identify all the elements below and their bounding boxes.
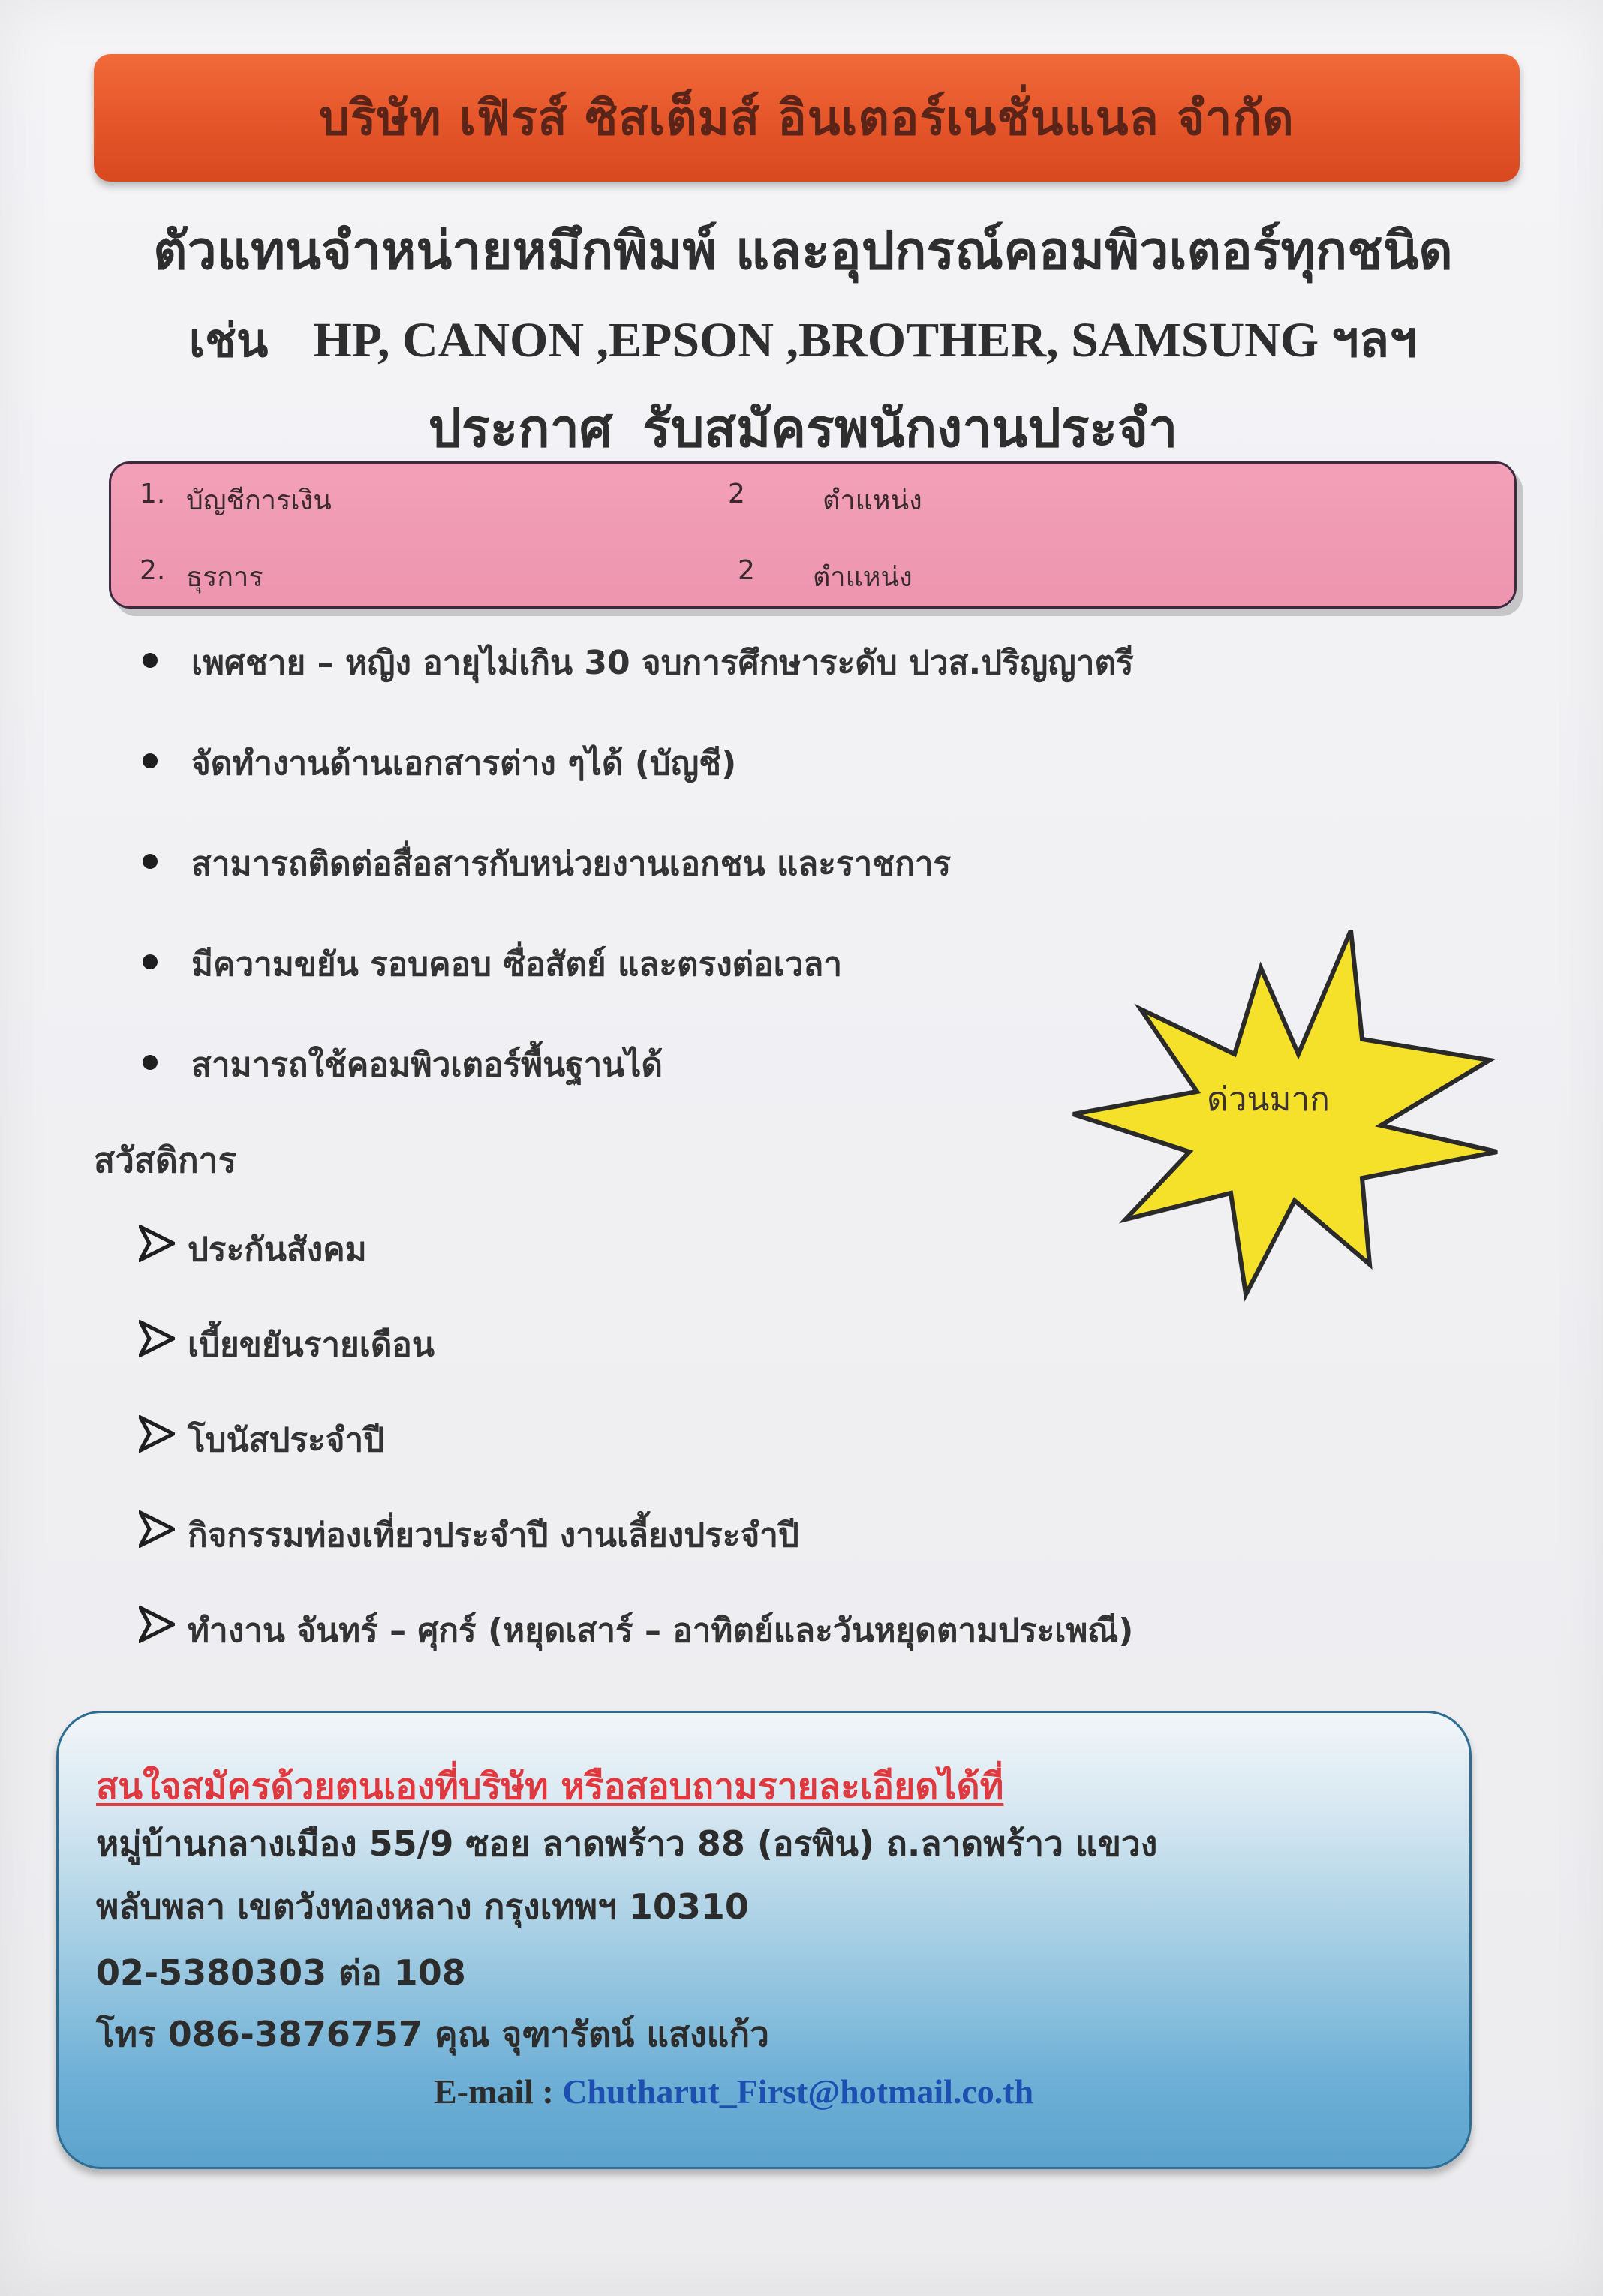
welfare-item (139, 1509, 1133, 1604)
position-count: 2 (738, 555, 755, 586)
announcement-word: ประกาศ (428, 398, 613, 459)
address-line-1: หมู่บ้านกลางเมือง 55/9 ซอย ลาดพร้าว 88 (อรพิน) ถ.ลาดพร้าว แขวง (96, 1823, 1158, 1864)
requirement-text: สามารถติดต่อสื่อสารกับหน่วยงานเอกชน และราชการ (191, 845, 952, 883)
arrowhead-icon (139, 1606, 175, 1643)
bullet-icon (143, 653, 158, 668)
requirement-text: สามารถใช้คอมพิวเตอร์พื้นฐานได้ (191, 1046, 663, 1084)
bullet-icon (143, 954, 158, 969)
email-link[interactable]: Chutharut_First@hotmail.co.th (562, 2072, 1034, 2111)
arrowhead-icon (139, 1415, 175, 1453)
bullet-icon (143, 1055, 158, 1070)
arrowhead-icon (139, 1510, 175, 1548)
welfare-item (139, 1223, 1133, 1318)
welfare-heading: สวัสดิการ (94, 1140, 237, 1180)
position-row (111, 555, 1514, 600)
requirement-text: จัดทำงานด้านเอกสารต่าง ๆได้ (บัญชี) (191, 744, 737, 783)
welfare-text: กิจกรรมท่องเที่ยวประจำปี งานเลี้ยงประจำปี (188, 1516, 799, 1555)
welfare-item (139, 1414, 1133, 1509)
positions-box (109, 461, 1517, 609)
business-description: ตัวแทนจำหน่ายหมึกพิมพ์ และอุปกรณ์คอมพิวเตอร์ทุกชนิด (153, 220, 1453, 281)
bullet-icon (143, 753, 158, 768)
requirement-text: เพศชาย – หญิง อายุไม่เกิน 30 จบการศึกษาระดับ ปวส.ปริญญาตรี (191, 644, 1134, 682)
welfare-text: เบี้ยขยันรายเดือน (188, 1326, 435, 1364)
welfare-item (139, 1318, 1133, 1414)
requirement-item (139, 938, 1134, 1038)
position-unit: ตำแหน่ง (813, 562, 913, 593)
brand-list-line (75, 300, 1531, 379)
position-number: 2. (140, 555, 166, 586)
address-line-2: พลับพลา เขตวังทองหลาง กรุงเทพฯ 10310 (96, 1886, 749, 1927)
position-count: 2 (728, 479, 745, 509)
welfare-list (139, 1223, 1133, 1699)
requirement-item (139, 636, 1134, 737)
arrowhead-icon (139, 1320, 175, 1357)
requirement-item (139, 837, 1134, 938)
recruiting-text: รับสมัครพนักงานประจำ (642, 398, 1178, 459)
position-row (111, 479, 1514, 524)
announcement-title (75, 386, 1531, 470)
position-unit: ตำแหน่ง (823, 485, 922, 516)
arrowhead-icon (139, 1225, 175, 1262)
position-name: ธุรการ (186, 562, 263, 593)
office-phone: 02-5380303 ต่อ 108 (96, 1952, 466, 1993)
position-number: 1. (140, 479, 166, 509)
requirements-list (139, 636, 1134, 1139)
requirement-item (139, 1038, 1134, 1139)
brand-list-prefix: เช่น (188, 313, 269, 368)
company-banner (94, 54, 1520, 182)
bullet-icon (143, 854, 158, 869)
requirement-text: มีความขยัน รอบคอบ ซื่อสัตย์ และตรงต่อเวลา (191, 945, 843, 984)
welfare-text: ทำงาน จันทร์ – ศุกร์ (หยุดเสาร์ – อาทิตย์และวันหยุดตามประเพณี) (188, 1612, 1134, 1650)
welfare-text: โบนัสประจำปี (188, 1421, 385, 1459)
position-name: บัญชีการเงิน (186, 485, 332, 516)
email-label: E-mail : (434, 2072, 563, 2111)
mobile-phone: โทร 086-3876757 คุณ จุฑารัตน์ แสงแก้ว (96, 2014, 769, 2054)
requirement-item (139, 737, 1134, 837)
contact-intro: สนใจสมัครด้วยตนเองที่บริษัท หรือสอบถามรายละเอียดได้ที่ (96, 1766, 1004, 1808)
company-name: บริษัท เฟิรส์ ซิสเต็มส์ อินเตอร์เนชั่นแนล จำกัด (319, 91, 1295, 146)
email-row (434, 2072, 1033, 2111)
urgent-badge-text: ด่วนมาก (1207, 1080, 1330, 1119)
welfare-text: ประกันสังคม (188, 1231, 367, 1269)
brand-list: HP, CANON ,EPSON ,BROTHER, SAMSUNG ฯลฯ (313, 313, 1418, 368)
welfare-item (139, 1604, 1133, 1699)
contact-box (56, 1711, 1472, 2169)
